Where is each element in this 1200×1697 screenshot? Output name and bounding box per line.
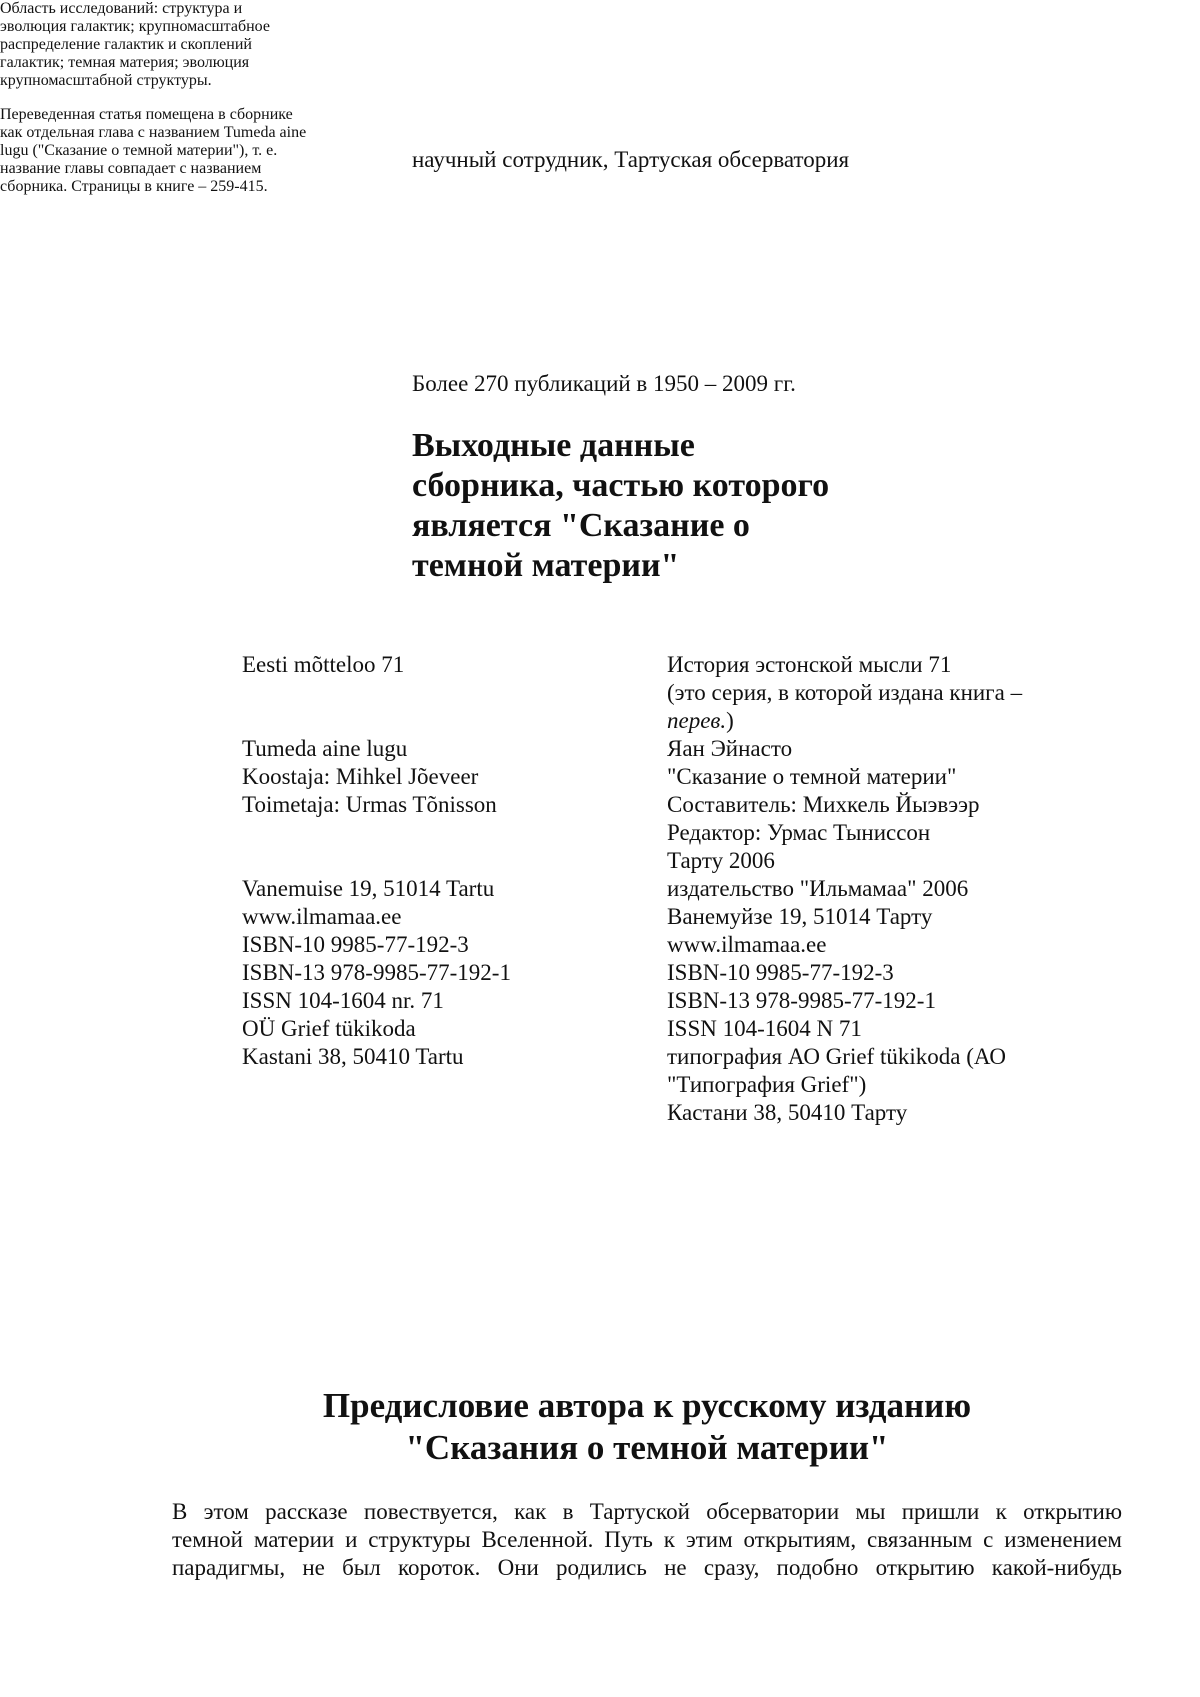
imprint-series: История эстонской мысли 71 xyxy=(667,652,952,677)
preface-body-line: парадигмы, не был короток. Они родились не сразу, подобно открытию какой-нибудь xyxy=(172,1555,1122,1580)
imprint-russian-line: Тарту 2006 xyxy=(667,848,775,873)
author-position-text: научный сотрудник, Тартуская обсерватория xyxy=(412,147,850,172)
publications-count xyxy=(412,370,796,398)
author-position xyxy=(412,146,849,174)
research-area-line: крупномасштабной структуры. xyxy=(0,72,212,89)
imprint-estonian-line: ISBN-13 978-9985-77-192-1 xyxy=(242,960,511,985)
imprint-russian-column xyxy=(667,651,1087,1127)
imprint-estonian-line: ISBN-10 9985-77-192-3 xyxy=(242,932,469,957)
imprint-estonian-line: Tumeda aine lugu xyxy=(242,736,408,761)
research-area-line: Область исследований: структура и xyxy=(0,0,243,17)
imprint-russian-line: ISBN-13 978-9985-77-192-1 xyxy=(667,988,936,1013)
imprint-heading-line: темной материи" xyxy=(412,547,680,584)
imprint-russian-line: Кастани 38, 50410 Тарту xyxy=(667,1100,908,1125)
publications-count-text: Более 270 публикаций в 1950 – 2009 гг. xyxy=(412,371,796,396)
imprint-estonian-line: Toimetaja: Urmas Tõnisson xyxy=(242,792,497,817)
imprint-russian-line: Составитель: Михкель Йыэвээр xyxy=(667,792,980,817)
translation-note-line: как отдельная глава с названием Tumeda aine xyxy=(0,124,307,141)
translation-note-line: сборника. Страницы в книге – 259-415. xyxy=(0,178,268,195)
imprint-russian-line: Ванемуйзе 19, 51014 Тарту xyxy=(667,904,933,929)
preface-heading xyxy=(172,1385,1122,1469)
research-area-line: галактик; темная материя; эволюция xyxy=(0,54,250,71)
preface-body-line: темной материи и структуры Вселенной. Путь к этим открытиям, связанным с изменением xyxy=(172,1527,1122,1552)
imprint-heading xyxy=(412,426,829,586)
imprint-estonian-line: Kastani 38, 50410 Tartu xyxy=(242,1044,464,1069)
preface-body xyxy=(172,1498,1122,1582)
imprint-russian-line: Яан Эйнасто xyxy=(667,736,793,761)
imprint-estonian-line xyxy=(242,847,622,875)
imprint-translator-note-line xyxy=(667,707,1087,735)
imprint-estonian-line xyxy=(242,679,622,707)
imprint-estonian-line: OÜ Grief tükikoda xyxy=(242,1016,416,1041)
preface-heading-line: "Сказания о темной материи" xyxy=(405,1428,889,1467)
imprint-russian-line: типография АО Grief tükikoda (АО xyxy=(667,1044,1006,1069)
imprint-estonian-line: www.ilmamaa.ee xyxy=(242,904,402,929)
imprint-estonian-line xyxy=(242,819,622,847)
imprint-russian-line: ISBN-10 9985-77-192-3 xyxy=(667,960,894,985)
imprint-estonian-line: Vanemuise 19, 51014 Tartu xyxy=(242,876,495,901)
research-area-line: распределение галактик и скоплений xyxy=(0,36,252,53)
translation-note-line: Переведенная статья помещена в сборнике xyxy=(0,106,293,123)
translation-note-line: lugu ("Сказание о темной материи"), т. е. xyxy=(0,142,278,159)
imprint-heading-line: Выходные данные xyxy=(412,427,695,464)
imprint-estonian-line xyxy=(242,707,622,735)
imprint-russian-line: www.ilmamaa.ee xyxy=(667,932,827,957)
imprint-estonian-line: ISSN 104-1604 nr. 71 xyxy=(242,988,444,1013)
research-area-line: эволюция галактик; крупномасштабное xyxy=(0,18,270,35)
imprint-russian-line: "Сказание о темной материи" xyxy=(667,764,957,789)
imprint-heading-line: является "Сказание о xyxy=(412,507,750,544)
imprint-russian-line: Редактор: Урмас Тыниссон xyxy=(667,820,931,845)
preface-heading-line: Предисловие автора к русскому изданию xyxy=(322,1386,972,1425)
imprint-russian-line: ISSN 104-1604 N 71 xyxy=(667,1016,862,1041)
translator-note: перев. xyxy=(667,708,727,733)
translation-note-line: название главы совпадает с названием xyxy=(0,160,262,177)
imprint-estonian-line: Eesti mõtteloo 71 xyxy=(242,652,405,677)
imprint-heading-line: сборника, частью которого xyxy=(412,467,830,504)
imprint-estonian-line: Koostaja: Mihkel Jõeveer xyxy=(242,764,479,789)
imprint-series-note: (это серия, в которой издана книга – xyxy=(667,680,1023,705)
imprint-russian-line: издательство "Ильмамаа" 2006 xyxy=(667,876,969,901)
closing-paren: ) xyxy=(726,708,734,733)
imprint-russian-line: "Типография Grief") xyxy=(667,1072,867,1097)
imprint-estonian-column xyxy=(242,651,622,1071)
preface-body-line: В этом рассказе повествуется, как в Тартуской обсерватории мы пришли к открытию xyxy=(172,1499,1122,1524)
